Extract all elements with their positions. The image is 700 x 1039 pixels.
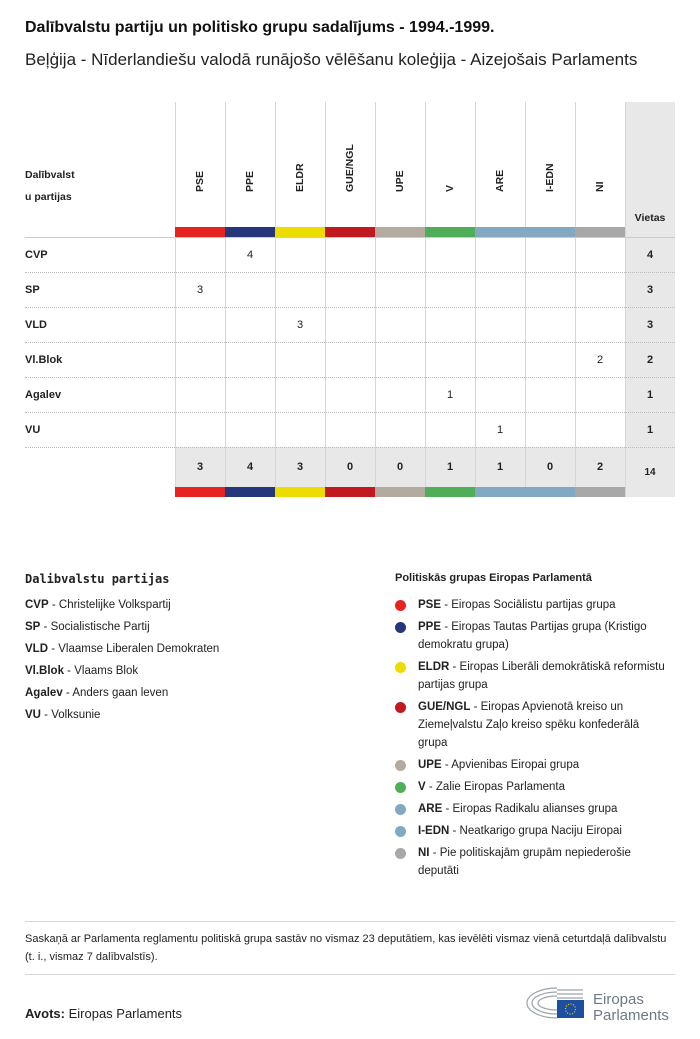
group-color-dot <box>395 848 406 859</box>
divider <box>25 921 675 922</box>
group-code: PSE <box>418 599 442 611</box>
party-legend-item: Vl.Blok - Vlaams Blok <box>25 665 139 677</box>
group-color-bar <box>475 487 525 497</box>
column-total: 1 <box>446 461 454 473</box>
page-title: Dalībvalstu partiju un politisko grupu sadalījums - 1994.-1999. <box>25 19 495 36</box>
party-label: Vl.Blok <box>25 353 63 366</box>
column-total: 0 <box>546 461 554 473</box>
group-code: GUE/NGL <box>418 701 471 713</box>
group-legend-item: UPE - Apvienibas Eiropai grupa <box>418 759 580 771</box>
group-name: Eiropas Tautas Partijas grupa (Kristigo demokratu grupa) <box>418 621 647 651</box>
party-legend-heading: Dalibvalstu partijas <box>25 572 170 586</box>
party-label: VLD <box>25 318 47 331</box>
svg-text:Eiropas: Eiropas <box>593 991 644 1008</box>
party-name: Volksunie <box>51 709 101 721</box>
source-label: Avots: <box>25 1006 65 1021</box>
column-total: 4 <box>246 461 254 473</box>
party-label: Agalev <box>25 388 62 401</box>
group-legend-item: GUE/NGL - Eiropas Apvienotā kreiso un Ziemeļvalstu Zaļo kreiso spēku konfederālā grupa <box>418 701 640 749</box>
party-code: VU <box>25 709 41 721</box>
group-color-bar <box>275 227 325 237</box>
group-legend-item: I-EDN - Neatkarigo grupa Naciju Eiropai <box>418 825 622 837</box>
group-header-eldr: ELDR <box>294 163 306 192</box>
group-color-bar <box>425 487 475 497</box>
group-name: Neatkarigo grupa Naciju Eiropai <box>459 825 622 837</box>
group-color-dot <box>395 662 406 673</box>
group-color-dot <box>395 600 406 611</box>
group-color-dot <box>395 782 406 793</box>
group-color-dot <box>395 804 406 815</box>
group-name: Eiropas Sociālistu partijas grupa <box>451 599 616 611</box>
column-divider <box>375 102 376 497</box>
group-color-bar <box>475 227 525 237</box>
row-total: 2 <box>646 353 654 366</box>
group-header-ppe: PPE <box>244 170 256 192</box>
european-parliament-logo <box>523 984 678 1022</box>
group-code: NI <box>418 847 430 859</box>
group-legend-item: PSE - Eiropas Sociālistu partijas grupa <box>418 599 616 611</box>
divider <box>25 974 675 975</box>
group-header-gue/ngl: GUE/NGL <box>344 144 356 192</box>
party-name: Vlaamse Liberalen Demokraten <box>58 643 220 655</box>
group-color-bar <box>175 487 225 497</box>
row-total: 3 <box>646 318 654 331</box>
total-header: Vietas <box>634 212 666 224</box>
party-code: CVP <box>25 599 49 611</box>
seat-value: 4 <box>246 248 254 261</box>
group-code: UPE <box>418 759 442 771</box>
column-total: 0 <box>346 461 354 473</box>
row-total: 4 <box>646 248 654 261</box>
group-header-are: ARE <box>494 169 506 192</box>
party-label: VU <box>25 423 41 436</box>
group-color-bar <box>425 227 475 237</box>
group-color-bar <box>175 227 225 237</box>
group-code: ELDR <box>418 661 450 673</box>
group-color-bar <box>325 487 375 497</box>
group-header-pse: PSE <box>194 170 206 192</box>
group-color-dot <box>395 760 406 771</box>
row-total: 1 <box>646 423 654 436</box>
group-color-dot <box>395 702 406 713</box>
source-value: Eiropas Parlaments <box>68 1006 183 1021</box>
group-color-bar <box>525 487 575 497</box>
party-code: Vl.Blok <box>25 665 64 677</box>
party-name: Christelijke Volkspartij <box>58 599 171 611</box>
row-total: 3 <box>646 283 654 296</box>
group-name: Pie politiskajām grupām nepiederošie deputāti <box>418 847 631 877</box>
seat-value: 1 <box>496 423 504 436</box>
party-legend-item: Agalev - Anders gaan leven <box>25 687 169 699</box>
seat-value: 1 <box>446 388 454 401</box>
column-divider <box>575 102 576 497</box>
group-legend-item: ARE - Eiropas Radikalu alianses grupa <box>418 803 618 815</box>
group-code: I-EDN <box>418 825 450 837</box>
party-legend-item: CVP - Christelijke Volkspartij <box>25 599 171 611</box>
group-code: PPE <box>418 621 442 633</box>
row-total: 1 <box>646 388 654 401</box>
group-header-i-edn: I-EDN <box>544 163 556 192</box>
group-code: ARE <box>418 803 443 815</box>
group-header-ni: NI <box>594 181 606 192</box>
party-name: Vlaams Blok <box>74 665 139 677</box>
party-code: Agalev <box>25 687 63 699</box>
seat-value: 2 <box>596 353 604 366</box>
party-label: SP <box>25 283 40 296</box>
grand-total: 14 <box>644 466 656 478</box>
group-color-dot <box>395 622 406 633</box>
row-header: Dalībvalstu partijas <box>25 169 75 203</box>
group-name: Eiropas Radikalu alianses grupa <box>452 803 618 815</box>
group-header-v: V <box>444 184 456 192</box>
party-name: Anders gaan leven <box>72 687 169 699</box>
column-divider <box>425 102 426 497</box>
party-legend-item: SP - Socialistische Partij <box>25 621 150 633</box>
column-total: 2 <box>596 461 604 473</box>
party-name: Socialistische Partij <box>50 621 150 633</box>
group-name: Eiropas Liberāli demokrātiskā reformistu partijas grupa <box>418 661 665 691</box>
seat-value: 3 <box>296 318 304 331</box>
page-subtitle: Beļģija - Nīderlandiešu valodā runājošo vēlēšanu koleģija - Aizejošais Parlaments <box>25 50 638 69</box>
group-code: V <box>418 781 426 793</box>
group-color-bar <box>325 227 375 237</box>
column-divider <box>325 102 326 497</box>
party-code: SP <box>25 621 41 633</box>
svg-text:Parlaments: Parlaments <box>593 1007 669 1022</box>
group-name: Apvienibas Eiropai grupa <box>451 759 580 771</box>
group-color-bar <box>375 227 425 237</box>
column-total: 0 <box>396 461 404 473</box>
group-legend-heading: Politiskās grupas Eiropas Parlamentā <box>395 572 592 584</box>
group-color-bar <box>225 227 275 237</box>
seat-distribution-table <box>25 102 675 497</box>
group-legend-item: V - Zalie Eiropas Parlamenta <box>418 781 566 793</box>
column-total: 3 <box>296 461 304 473</box>
party-label: CVP <box>25 248 48 261</box>
group-color-bar <box>525 227 575 237</box>
party-legend-item: VU - Volksunie <box>25 709 101 721</box>
group-name: Eiropas Apvienotā kreiso un Ziemeļvalstu Zaļo kreiso spēku konfederālā grupa <box>418 701 640 749</box>
group-color-bar <box>275 487 325 497</box>
column-divider <box>525 102 526 497</box>
column-total: 3 <box>196 461 204 473</box>
party-code: VLD <box>25 643 48 655</box>
group-header-upe: UPE <box>394 170 406 192</box>
group-color-bar <box>375 487 425 497</box>
group-color-bar <box>575 487 625 497</box>
footnote: Saskaņā ar Parlamenta reglamentu politiskā grupa sastāv no vismaz 23 deputātiem, kas ievēlēti vismaz vienā ceturtdaļā dalībvalstu (t. i., vismaz 7 dalībvalstīs). <box>25 933 667 963</box>
column-divider <box>275 102 276 497</box>
column-divider <box>225 102 226 497</box>
party-legend-item: VLD - Vlaamse Liberalen Demokraten <box>25 643 220 655</box>
group-legend-item: ELDR - Eiropas Liberāli demokrātiskā reformistu partijas grupa <box>418 661 665 691</box>
column-total: 1 <box>496 461 504 473</box>
group-name: Zalie Eiropas Parlamenta <box>435 781 566 793</box>
group-legend-item: NI - Pie politiskajām grupām nepiederošie deputāti <box>418 847 631 877</box>
group-color-dot <box>395 826 406 837</box>
seat-value: 3 <box>196 283 204 296</box>
group-legend-item: PPE - Eiropas Tautas Partijas grupa (Kristigo demokratu grupa) <box>418 621 647 651</box>
group-color-bar <box>575 227 625 237</box>
group-color-bar <box>225 487 275 497</box>
source <box>25 1006 182 1021</box>
